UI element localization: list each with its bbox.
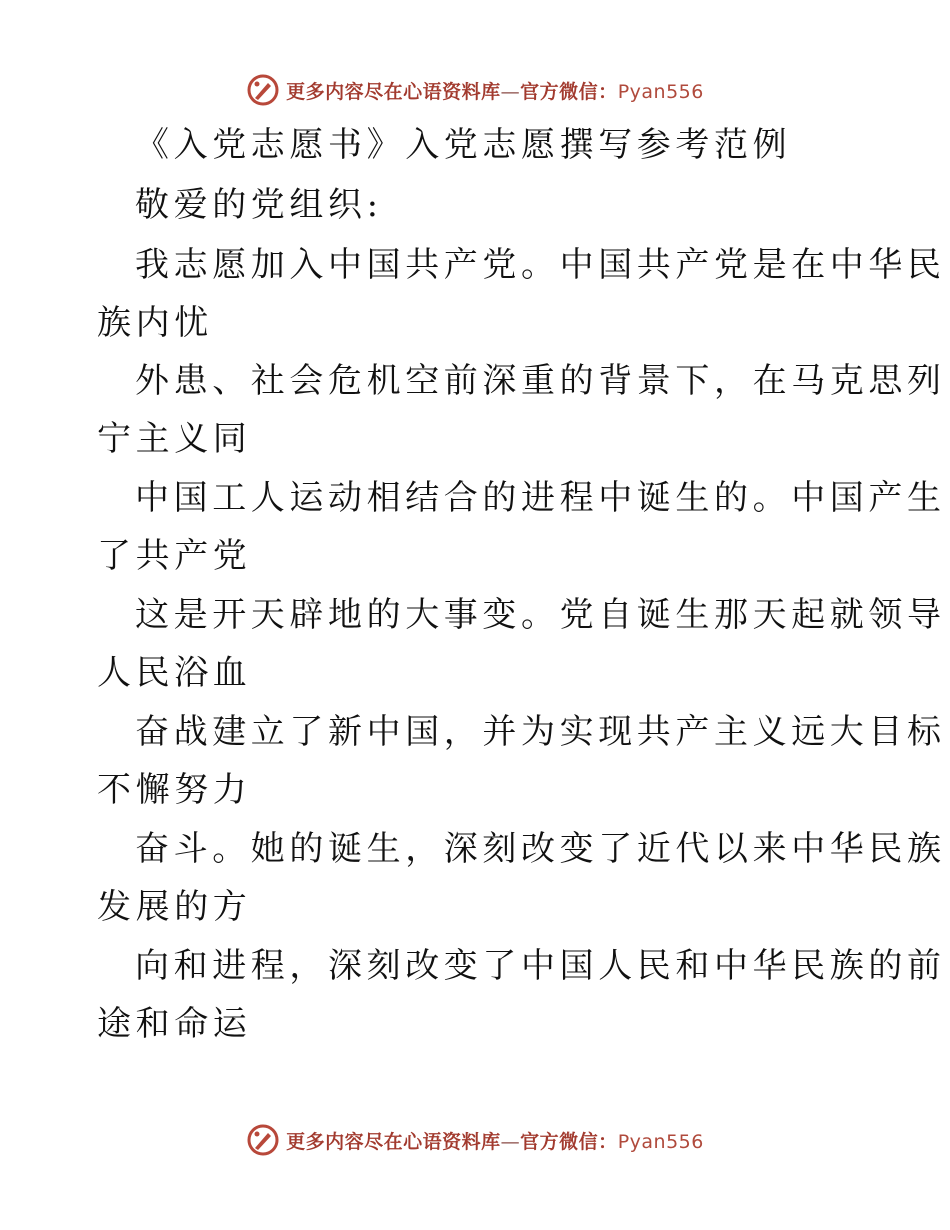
paragraph-line: 这是开天辟地的大事变。党自诞生那天起就领导 bbox=[135, 595, 946, 635]
paragraph-line: 人民浴血 bbox=[97, 653, 252, 693]
paragraph-line: 宁主义同 bbox=[97, 419, 252, 459]
document-title: 《入党志愿书》入党志愿撰写参考范例 bbox=[135, 125, 792, 165]
paragraph-line: 途和命运 bbox=[97, 1004, 252, 1044]
quill-logo-icon bbox=[246, 73, 280, 107]
paragraph-line: 向和进程，深刻改变了中国人民和中华民族的前 bbox=[135, 946, 946, 986]
paragraph-line: 外患、社会危机空前深重的背景下，在马克思列 bbox=[135, 361, 946, 401]
watermark-text: 更多内容尽在心语资料库—官方微信：Pyan556 bbox=[286, 1130, 704, 1153]
paragraph-line: 中国工人运动相结合的进程中诞生的。中国产生 bbox=[135, 478, 946, 518]
paragraph-line: 奋战建立了新中国，并为实现共产主义远大目标 bbox=[135, 712, 946, 752]
header-watermark bbox=[0, 70, 950, 110]
paragraph-line: 发展的方 bbox=[97, 887, 252, 927]
quill-logo-icon bbox=[246, 1123, 280, 1157]
paragraph-line: 不懈努力 bbox=[97, 770, 252, 810]
paragraph-line: 奋斗。她的诞生，深刻改变了近代以来中华民族 bbox=[135, 829, 946, 869]
paragraph-line: 族内忧 bbox=[97, 303, 213, 343]
watermark-text: 更多内容尽在心语资料库—官方微信：Pyan556 bbox=[286, 80, 704, 103]
paragraph-line: 我志愿加入中国共产党。中国共产党是在中华民 bbox=[135, 245, 946, 285]
salutation: 敬爱的党组织: bbox=[135, 185, 383, 225]
paragraph-line: 了共产党 bbox=[97, 536, 252, 576]
footer-watermark bbox=[0, 1120, 950, 1160]
